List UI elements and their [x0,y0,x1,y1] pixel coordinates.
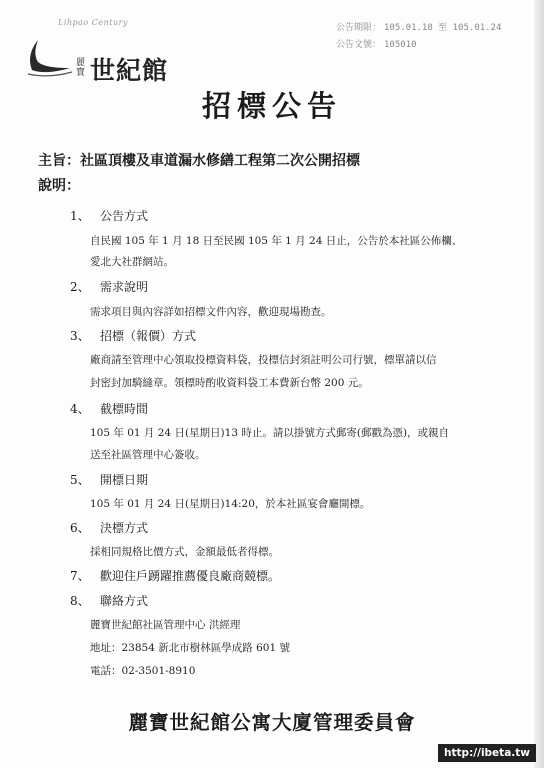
logo-sub-text: 麗寶 [76,58,86,78]
section-heading [70,567,280,584]
period-value: 105.01.18 至 105.01.24 [384,23,502,33]
contact-phone: 電話：02-3501-8910 [90,665,196,677]
notice-meta [336,20,501,54]
explain-label: 說明： [38,178,80,194]
contact-office: 麗寶世紀館社區管理中心 洪經理 [90,619,241,631]
section-text: 廠商請至管理中心領取投標資料袋，投標信封須註明公司行號，標單請以信 [90,354,437,366]
section-title: 公告方式 [100,209,149,223]
section-heading [70,519,148,536]
watermark-url: http://ibeta.tw [438,744,536,762]
section-heading [70,327,196,344]
section-heading [70,207,148,224]
issuer-signature: 麗寶世紀館公寓大廈管理委員會 [128,711,416,734]
section-text: 採相同規格比價方式，金額最低者得標。 [90,546,279,558]
section-text: 封密封加騎縫章。領標時酌收資料袋工本費新台幣 200 元。 [90,377,369,389]
doc-number-row [336,37,501,54]
section-text: 105 年 01 月 24 日(星期日)14:20，於本社區宴會廳開標。 [90,498,371,510]
logo-name: 世紀館 [90,56,169,85]
section-number: 7、 [70,569,90,583]
section-heading [70,278,148,295]
section-number: 6、 [70,521,90,535]
section-title: 歡迎住戶踴躍推薦優良廠商競標。 [100,569,281,583]
section-number: 1、 [70,209,90,223]
section-title: 截標時間 [100,402,149,416]
section-text: 自民國 105 年 1 月 18 日至民國 105 年 1 月 24 日止，公告於本社區公佈欄、 [90,235,463,247]
logo-swoosh-icon [24,34,74,78]
section-text: 送至社區管理中心簽收。 [90,449,206,461]
contact-address: 地址：23854 新北市樹林區學成路 601 號 [90,642,290,654]
doc-label: 公告文號： [336,40,382,50]
document-title: 招標公告 [201,89,342,123]
notice-period-row [336,20,501,37]
logo [24,18,174,88]
section-title: 招標（報價）方式 [100,329,197,343]
section-text: 需求項目與內容詳如招標文件內容，歡迎現場勘查。 [90,306,332,318]
subject-line: 主旨：社區頂樓及車道漏水修繕工程第二次公開招標 [38,153,360,169]
section-text: 愛北大社群網站。 [90,256,174,268]
section-number: 4、 [70,402,90,416]
section-heading [70,592,148,609]
section-title: 需求說明 [100,280,149,294]
section-number: 8、 [70,594,90,608]
section-title: 聯絡方式 [100,594,149,608]
section-heading [70,400,148,417]
section-title: 決標方式 [100,521,149,535]
section-title: 開標日期 [100,473,149,487]
section-number: 2、 [70,280,90,294]
section-text: 105 年 01 月 24 日(星期日)13 時止。請以掛號方式郵寄(郵戳為憑)，或親自 [90,427,450,439]
section-heading [70,471,148,488]
period-label: 公告期限： [336,23,382,33]
section-number: 5、 [70,473,90,487]
doc-value: 105010 [384,40,417,50]
section-number: 3、 [70,329,90,343]
logo-script-text: Lihpao Century [58,18,128,27]
